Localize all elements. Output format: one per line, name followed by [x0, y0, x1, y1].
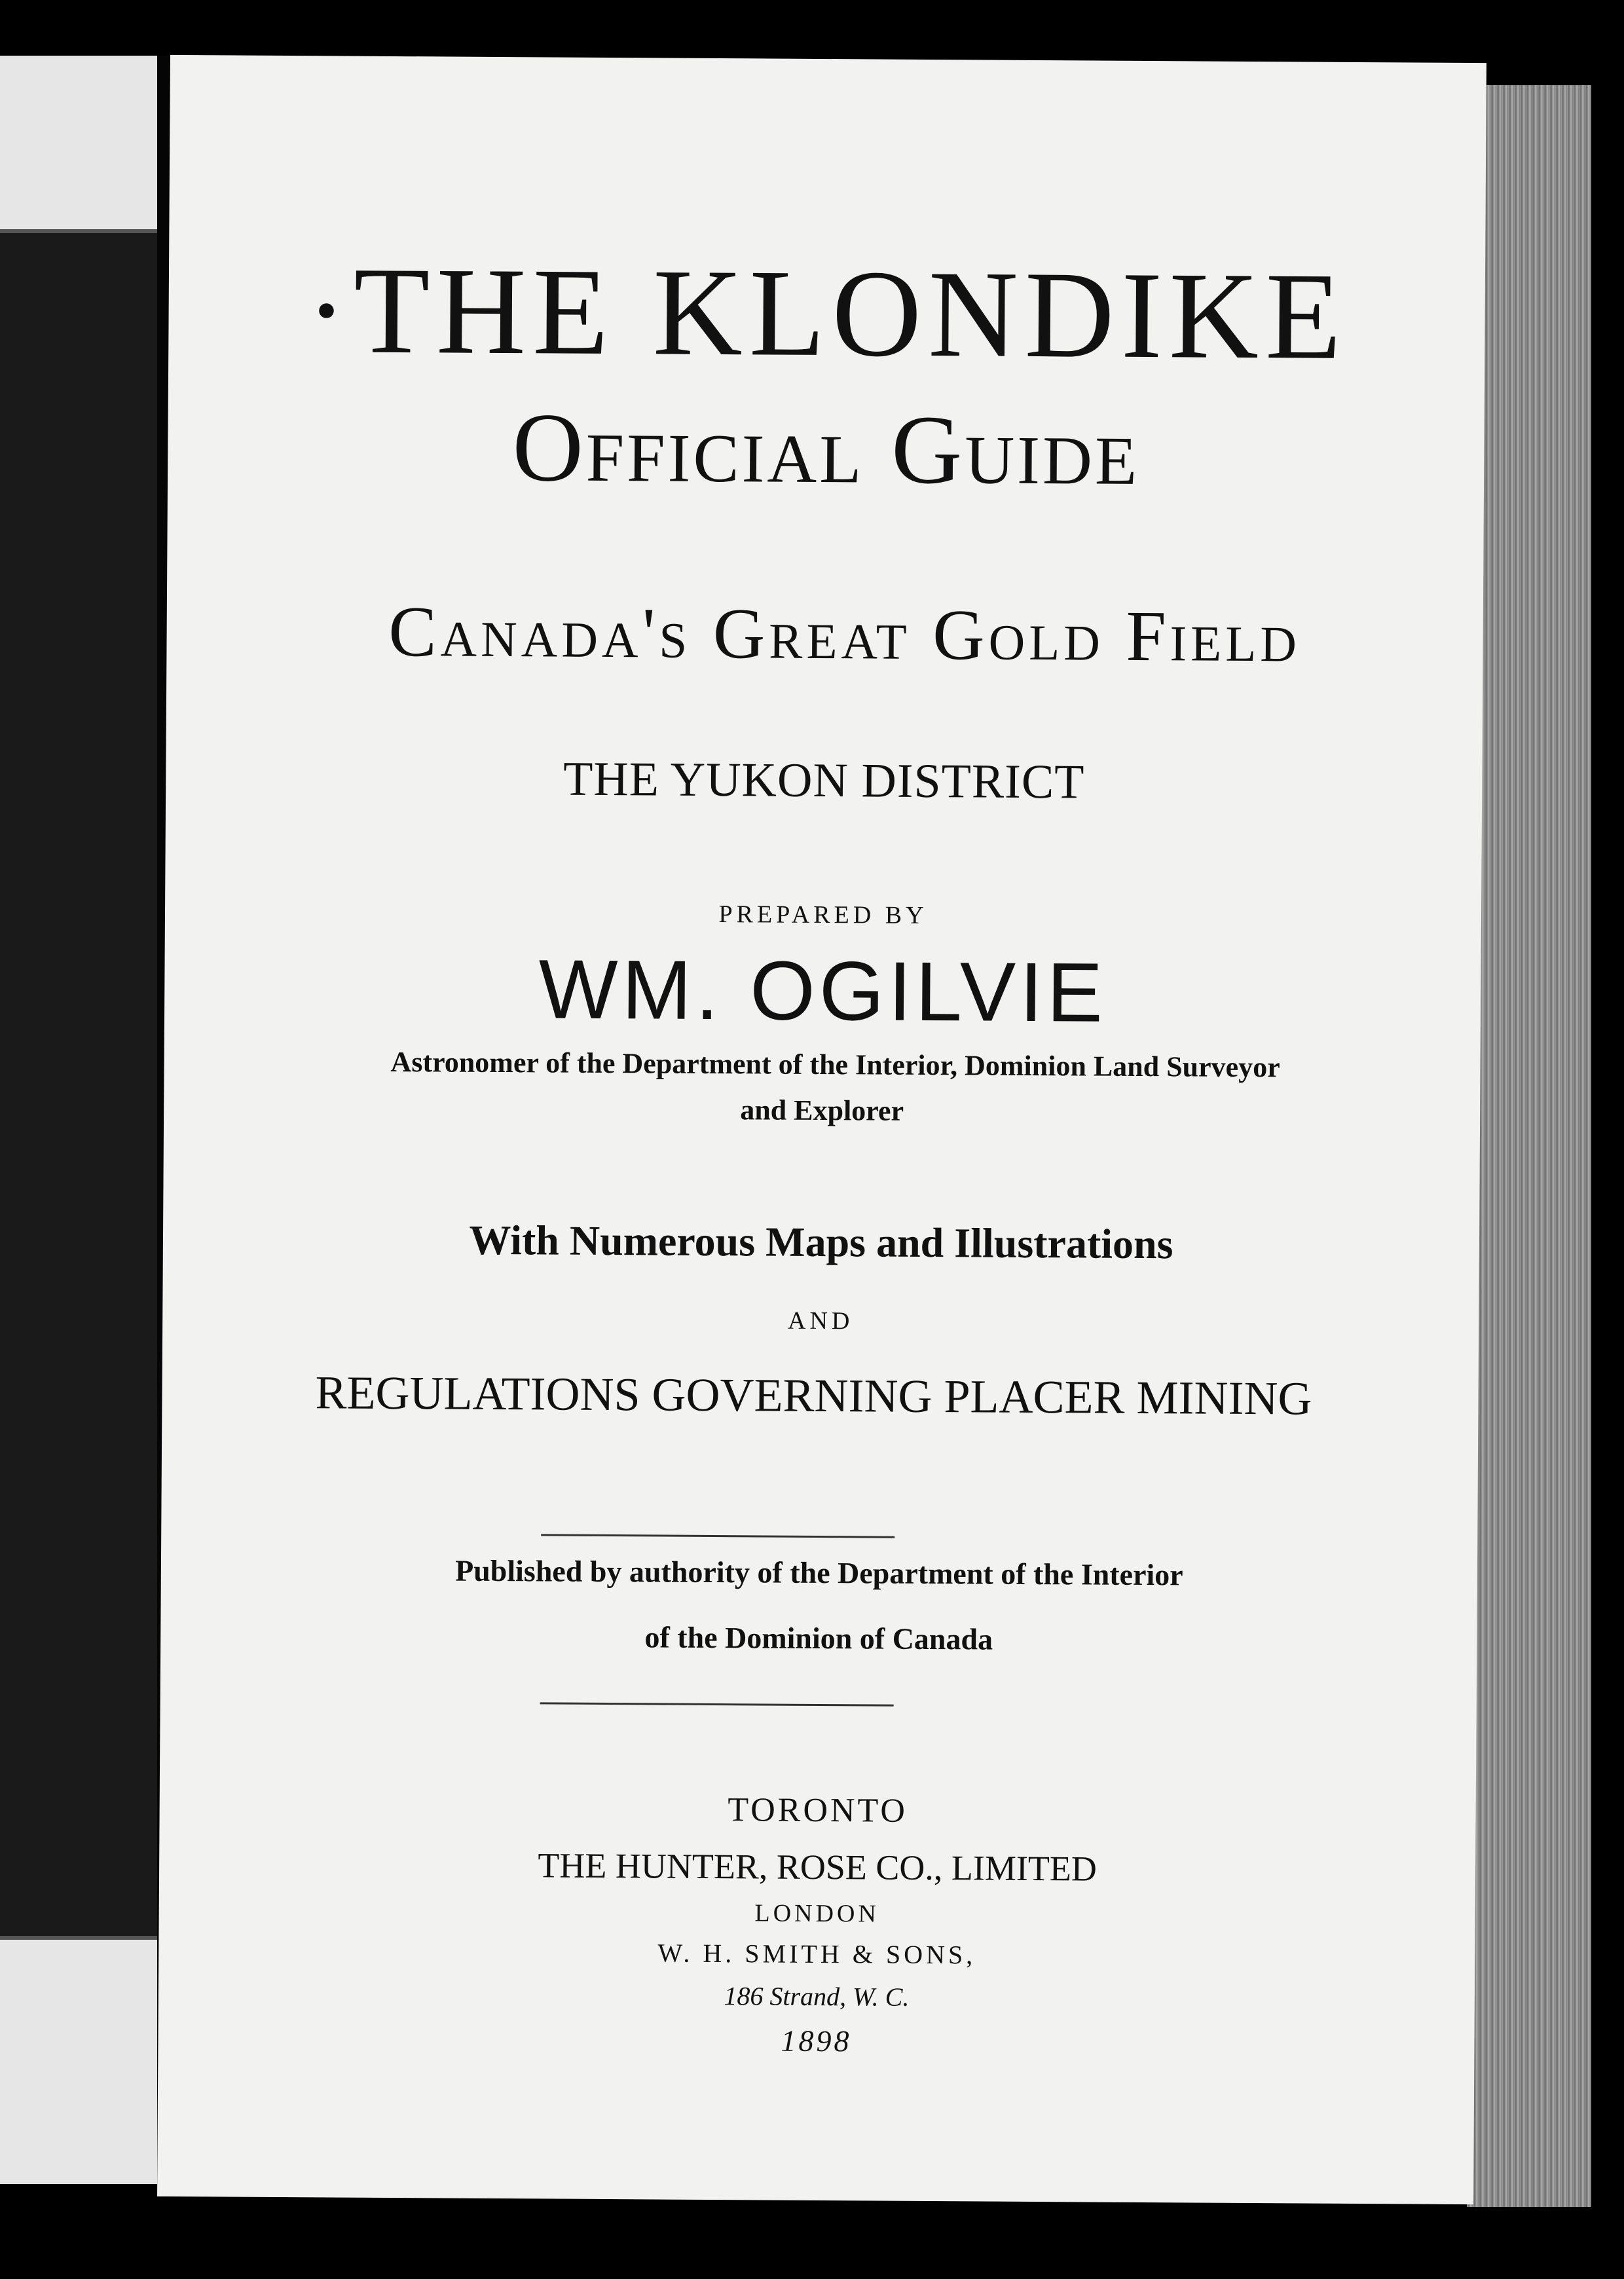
facing-page-endpaper	[0, 229, 157, 1940]
title-line-2: Official Guide	[512, 393, 1140, 506]
title-line-1: ·THE KLONDIKE	[305, 242, 1349, 386]
subtitle-line-1: Canada's Great Gold Field	[388, 591, 1301, 677]
imprint-publisher-2: W. H. SMITH & SONS,	[657, 1938, 976, 1970]
features-line-2: REGULATIONS GOVERNING PLACER MINING	[315, 1366, 1312, 1425]
imprint-city-2: LONDON	[754, 1899, 880, 1928]
imprint-address: 186 Strand, W. C.	[724, 1981, 910, 2012]
author-name: WM. OGILVIE	[538, 942, 1107, 1040]
author-credentials-line-2: and Explorer	[740, 1094, 904, 1127]
features-line-1: With Numerous Maps and Illustrations	[469, 1216, 1173, 1268]
subtitle-line-2: THE YUKON DISTRICT	[563, 752, 1085, 809]
authority-line-2: of the Dominion of Canada	[644, 1620, 993, 1656]
divider-rule-top	[541, 1534, 895, 1538]
imprint-publisher: THE HUNTER, ROSE CO., LIMITED	[538, 1845, 1098, 1889]
features-and: AND	[787, 1306, 854, 1335]
page-edges	[1467, 85, 1591, 2207]
author-credentials-line-1: Astronomer of the Department of the Interior, Dominion Land Surveyor	[390, 1045, 1280, 1084]
divider-rule-bottom	[540, 1702, 894, 1706]
authority-line-1: Published by authority of the Department of the Interior	[454, 1553, 1183, 1592]
imprint-city: TORONTO	[728, 1791, 908, 1830]
imprint-year: 1898	[781, 2024, 852, 2058]
prepared-by-label: PREPARED BY	[718, 900, 928, 929]
title-page	[157, 55, 1486, 2204]
